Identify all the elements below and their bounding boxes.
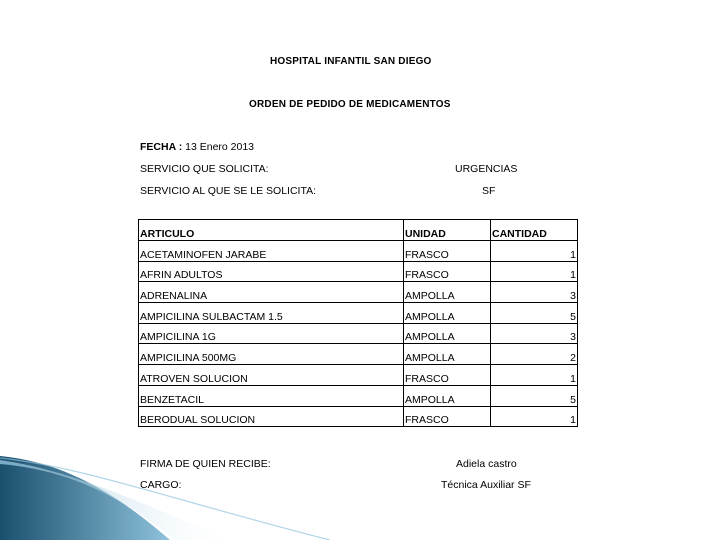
fecha-label: FECHA :: [140, 141, 183, 153]
cell-unidad: FRASCO: [404, 241, 491, 262]
page-title: ORDEN DE PEDIDO DE MEDICAMENTOS: [249, 99, 451, 110]
firma-label: FIRMA DE QUIEN RECIBE:: [140, 458, 271, 470]
cell-cantidad: 1: [491, 241, 578, 262]
cell-unidad: AMPOLLA: [404, 323, 491, 344]
table-header-row: [139, 220, 578, 241]
items-table: [138, 219, 578, 427]
servicio-solicita-label: SERVICIO QUE SOLICITA:: [140, 163, 269, 175]
cell-unidad: AMPOLLA: [404, 303, 491, 324]
cell-articulo: AMPICILINA 1G: [139, 323, 404, 344]
table-row: [139, 303, 578, 324]
cell-cantidad: 1: [491, 406, 578, 427]
header-cantidad: CANTIDAD: [491, 220, 578, 241]
cell-articulo: BERODUAL SOLUCION: [139, 406, 404, 427]
header-articulo: ARTICULO: [139, 220, 404, 241]
table-row: [139, 344, 578, 365]
fecha-value: 13 Enero 2013: [185, 141, 255, 153]
servicio-al-que-label: SERVICIO AL QUE SE LE SOLICITA:: [140, 185, 317, 197]
cell-cantidad: 3: [491, 282, 578, 303]
cell-cantidad: 1: [491, 261, 578, 282]
cell-unidad: FRASCO: [404, 365, 491, 386]
table-row: [139, 406, 578, 427]
cell-unidad: AMPOLLA: [404, 344, 491, 365]
cell-articulo: AFRIN ADULTOS: [139, 261, 404, 282]
table-row: [139, 241, 578, 262]
cell-unidad: AMPOLLA: [404, 385, 491, 406]
table-row: [139, 282, 578, 303]
header-unidad: UNIDAD: [404, 220, 491, 241]
cell-articulo: BENZETACIL: [139, 385, 404, 406]
servicio-al-que-value: SF: [482, 185, 496, 197]
cargo-value: Técnica Auxiliar SF: [441, 479, 531, 491]
wave-band-dark: [0, 456, 170, 540]
table-row: [139, 385, 578, 406]
cell-unidad: FRASCO: [404, 406, 491, 427]
cell-cantidad: 3: [491, 323, 578, 344]
firma-value: Adiela castro: [456, 458, 517, 470]
cell-articulo: AMPICILINA SULBACTAM 1.5: [139, 303, 404, 324]
cell-cantidad: 2: [491, 344, 578, 365]
cell-unidad: FRASCO: [404, 261, 491, 282]
table-row: [139, 365, 578, 386]
cell-articulo: ATROVEN SOLUCION: [139, 365, 404, 386]
cell-articulo: AMPICILINA 500MG: [139, 344, 404, 365]
hospital-name: HOSPITAL INFANTIL SAN DIEGO: [270, 56, 432, 67]
cargo-label: CARGO:: [140, 479, 182, 491]
cell-articulo: ADRENALINA: [139, 282, 404, 303]
decorative-wave: [0, 440, 720, 540]
cell-articulo: ACETAMINOFEN JARABE: [139, 241, 404, 262]
fecha-line: [140, 141, 254, 153]
cell-cantidad: 1: [491, 365, 578, 386]
cell-cantidad: 5: [491, 303, 578, 324]
cell-unidad: AMPOLLA: [404, 282, 491, 303]
table-row: [139, 323, 578, 344]
servicio-solicita-value: URGENCIAS: [455, 163, 518, 175]
cell-cantidad: 5: [491, 385, 578, 406]
table-row: [139, 261, 578, 282]
